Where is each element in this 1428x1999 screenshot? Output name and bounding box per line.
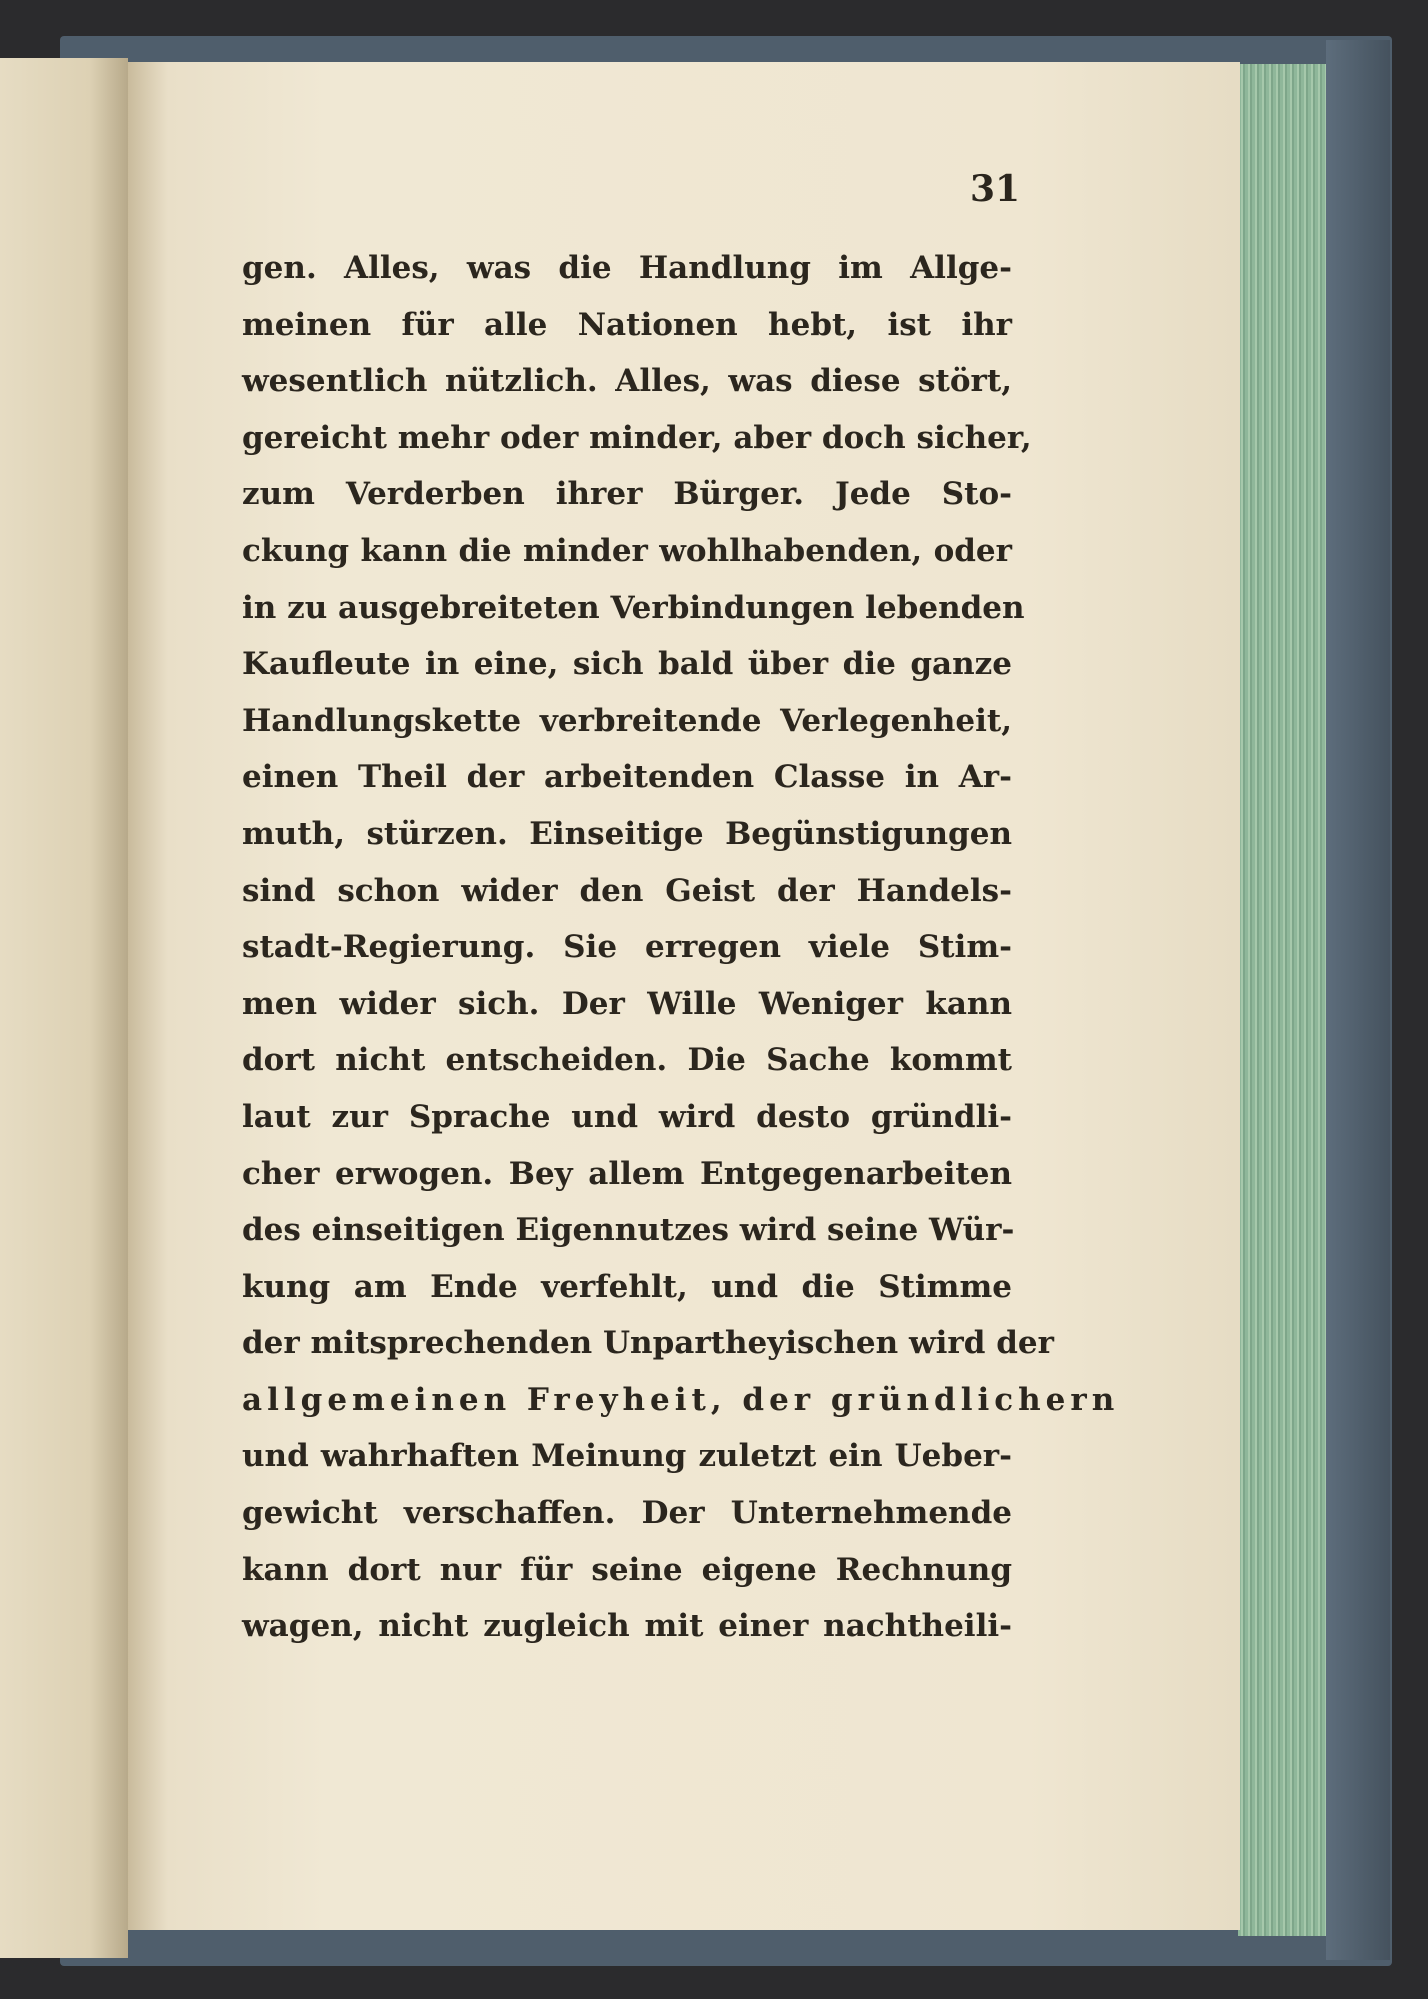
text-line: laut zur Sprache und wird desto gründli- xyxy=(242,1098,1012,1135)
text-line: gen. Alles, was die Handlung im Allge- xyxy=(242,250,1012,286)
text-line: wesentlich nützlich. Alles, was diese stört, xyxy=(242,363,1012,400)
text-line: einen Theil der arbeitenden Classe in Ar- xyxy=(242,759,1012,796)
text-line: der mitsprechenden Unpartheyischen wird der xyxy=(242,1325,1054,1362)
text-line: ckung kann die minder wohlhabenden, oder xyxy=(242,532,1012,569)
text-line: dort nicht entscheiden. Die Sache kommt xyxy=(242,1042,1012,1079)
text-line: Kaufleute in eine, sich bald über die ganze xyxy=(242,646,1012,683)
text-line: des einseitigen Eigennutzes wird seine Wür- xyxy=(242,1212,1015,1249)
text-line: muth, stürzen. Einseitige Begünstigungen xyxy=(242,815,1012,852)
text-line: men wider sich. Der Wille Weniger kann xyxy=(242,985,1012,1022)
text-line: kann dort nur für seine eigene Rechnung xyxy=(242,1551,1012,1588)
text-line: in zu ausgebreiteten Verbindungen lebenden xyxy=(242,589,1025,626)
text-line: sind schon wider den Geist der Handels- xyxy=(242,872,1012,909)
text-line: wagen, nicht zugleich mit einer nachtheili- xyxy=(242,1608,1012,1645)
text-line: allgemeinen Freyheit, der gründlichern xyxy=(242,1381,1120,1418)
body-text xyxy=(242,240,1120,1655)
text-line: meinen für alle Nationen hebt, ist ihr xyxy=(242,306,1012,343)
text-line: und wahrhaften Meinung zuletzt ein Ueber- xyxy=(242,1438,1012,1475)
text-line: stadt-Regierung. Sie erregen viele Stim- xyxy=(242,929,1012,966)
page-number: 31 xyxy=(970,168,1021,210)
text-line: cher erwogen. Bey allem Entgegenarbeiten xyxy=(242,1155,1012,1192)
text-line: zum Verderben ihrer Bürger. Jede Sto- xyxy=(242,476,1012,513)
text-line: Handlungskette verbreitende Verlegenheit, xyxy=(242,702,1012,739)
left-page-edge xyxy=(0,58,128,1958)
text-line: gereicht mehr oder minder, aber doch sicher, xyxy=(242,419,1032,456)
text-line: gewicht verschaffen. Der Unternehmende xyxy=(242,1495,1012,1532)
cover-edge xyxy=(1326,40,1390,1960)
text-line: kung am Ende verfehlt, und die Stimme xyxy=(242,1268,1012,1305)
page-block-edges xyxy=(1238,64,1326,1936)
